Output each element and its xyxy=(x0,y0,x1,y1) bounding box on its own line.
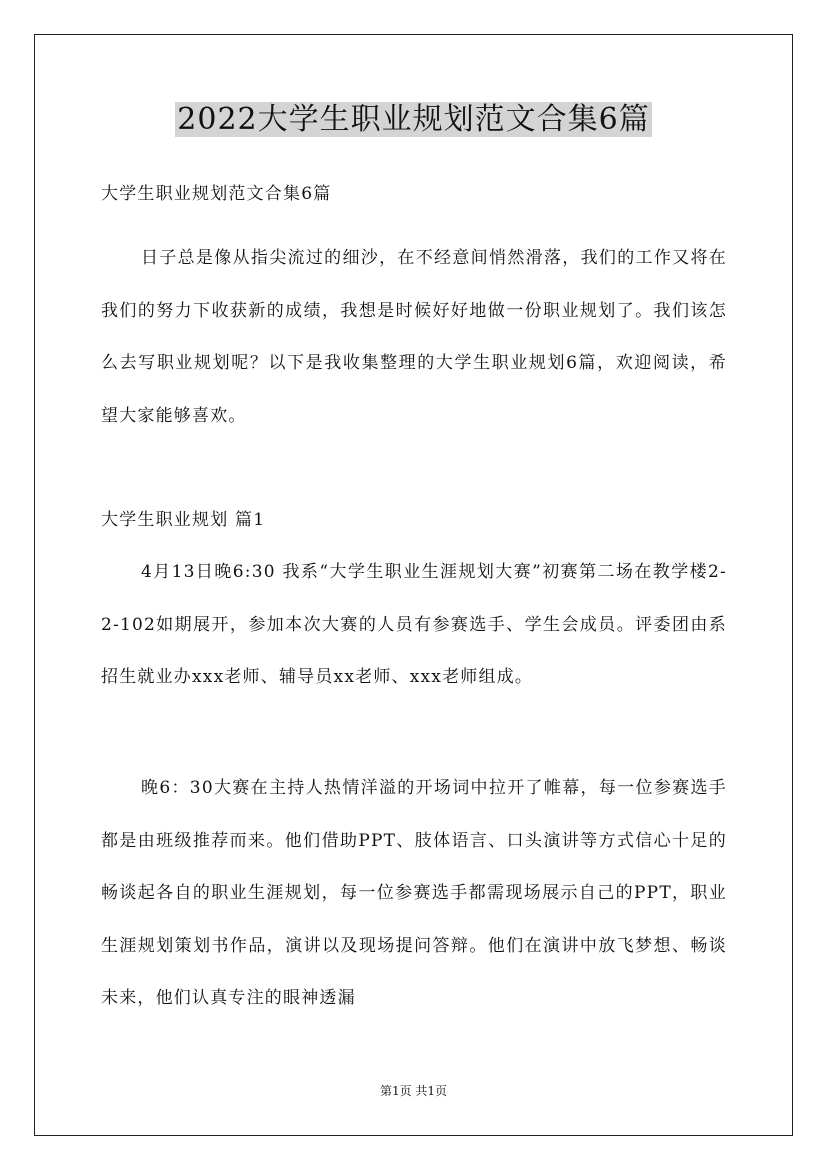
body-paragraph: 晚6：30大赛在主持人热情洋溢的开场词中拉开了帷幕，每一位参赛选手都是由班级推荐而来。他们借助PPT、肢体语言、口头演讲等方式信心十足的畅谈起各自的职业生涯规划，每一位参赛选手都需现场展示自己的PPT，职业生涯规划策划书作品，演讲以及现场提问答辩。他们在演讲中放飞梦想、畅谈未来，他们认真专注的眼神透漏 xyxy=(101,778,727,1008)
document-subtitle: 大学生职业规划范文合集6篇 xyxy=(101,184,332,204)
section-heading: 大学生职业规划 篇1 xyxy=(101,510,266,530)
body-paragraph: 4月13日晚6:30 我系“大学生职业生涯规划大赛”初赛第二场在教学楼2-2-102如期展开，参加本次大赛的人员有参赛选手、学生会成员。评委团由系招生就业办xxx老师、辅导员xx老师、xxx老师组成。 xyxy=(101,562,727,687)
document-title-text: 2022大学生职业规划范文合集6篇 xyxy=(177,102,650,137)
document-title xyxy=(0,98,827,142)
intro-paragraph: 日子总是像从指尖流过的细沙，在不经意间悄然滑落，我们的工作又将在我们的努力下收获新的成绩，我想是时候好好地做一份职业规划了。我们该怎么去写职业规划呢？以下是我收集整理的大学生职业规划6篇，欢迎阅读，希望大家能够喜欢。 xyxy=(101,248,727,426)
page-number-footer: 第1页 共1页 xyxy=(379,1084,448,1098)
